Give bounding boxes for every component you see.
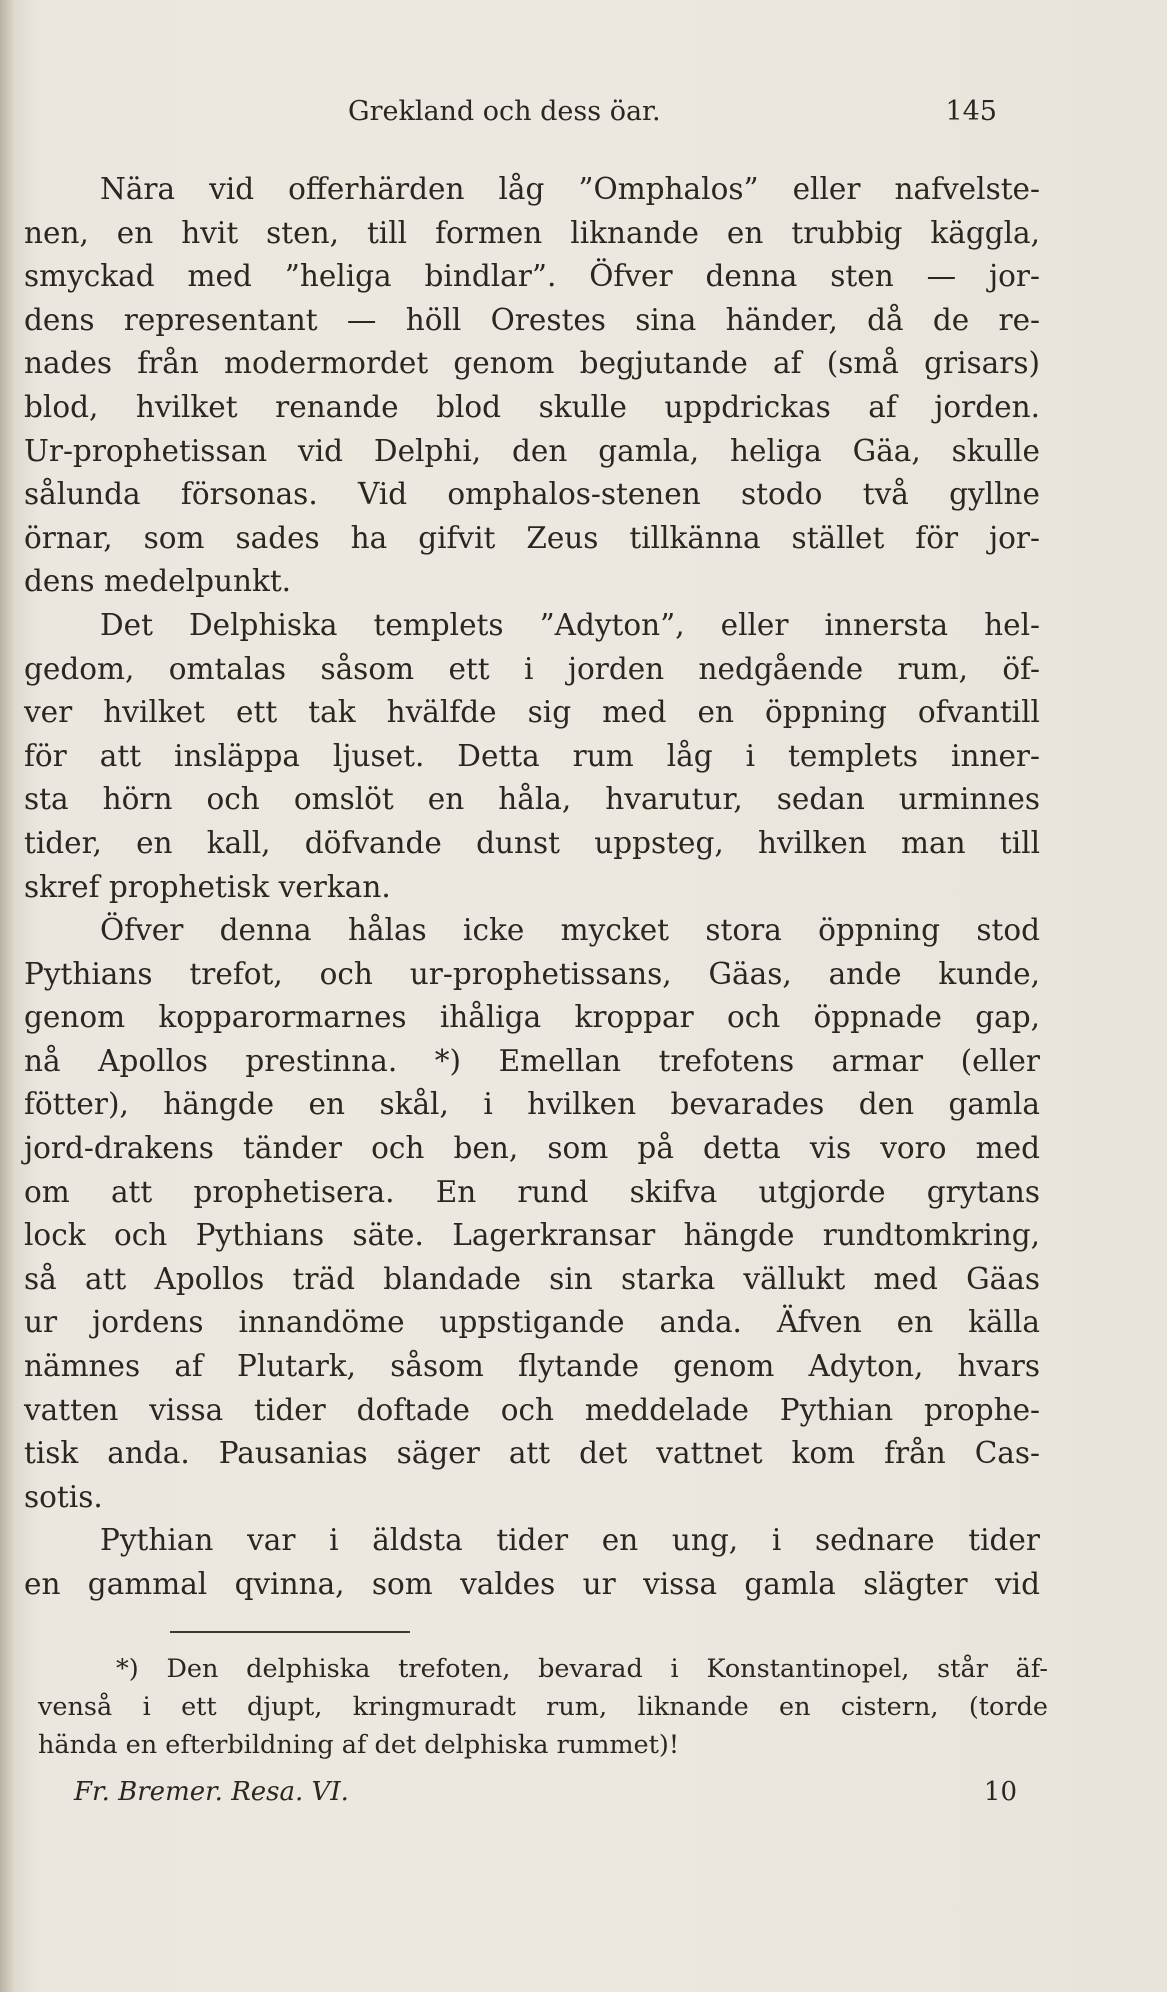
text-line: ur jordens innandöme uppstigande anda. Äfven en källa — [24, 1305, 1040, 1340]
text-line: Öfver denna hålas icke mycket stora öppning stod — [100, 913, 1040, 948]
footnote-line: hända en efterbildning af det delphiska rummet)! — [38, 1730, 680, 1760]
text-line: lock och Pythians säte. Lagerkransar hängde rundtomkring, — [24, 1218, 1040, 1253]
text-line: Nära vid offerhärden låg ”Omphalos” eller nafvelste- — [100, 172, 1040, 206]
paragraph-1 — [24, 168, 1040, 604]
text-line: nämnes af Plutark, såsom flytande genom Adyton, hvars — [24, 1349, 1040, 1384]
text-line: skref prophetisk verkan. — [24, 869, 391, 904]
paragraph-2 — [24, 604, 1040, 909]
text-line: blod, hvilket renande blod skulle uppdrickas af jorden. — [24, 389, 1040, 424]
text-line: jord-drakens tänder och ben, som på detta vis voro med — [24, 1131, 1040, 1166]
text-line: nades från modermordet genom begjutande af (små grisars) — [24, 346, 1040, 381]
text-line: nen, en hvit sten, till formen liknande en trubbig käggla, — [24, 215, 1040, 250]
text-line: sta hörn och omslöt en håla, hvarutur, sedan urminnes — [24, 782, 1040, 817]
text-line: ver hvilket ett tak hvälfde sig med en öppning ofvantill — [24, 695, 1040, 730]
text-line: en gammal qvinna, som valdes ur vissa gamla slägter vid — [24, 1567, 1040, 1601]
footnote — [38, 1650, 1048, 1764]
running-head-title: Grekland och dess öar. — [348, 96, 661, 127]
page-number: 145 — [945, 96, 997, 127]
running-head — [348, 96, 997, 136]
text-line: smyckad med ”heliga bindlar”. Öfver denna sten — jor- — [24, 259, 1040, 294]
text-line: dens representant — höll Orestes sina händer, då de re- — [24, 302, 1040, 337]
text-line: nå Apollos prestinna. *) Emellan trefotens armar (eller — [24, 1043, 1040, 1078]
text-line: Det Delphiska templets ”Adyton”, eller innersta hel- — [100, 607, 1040, 642]
footnote-line: *) Den delphiska trefoten, bevarad i Konstantinopel, står äf- — [116, 1654, 1048, 1684]
text-line: om att prophetisera. En rund skifva utgjorde grytans — [24, 1174, 1040, 1209]
text-line: genom kopparormarnes ihåliga kroppar och öppnade gap, — [24, 1000, 1040, 1035]
footnote-line: venså i ett djupt, kringmuradt rum, liknande en cistern, (torde — [38, 1692, 1048, 1722]
text-line: tisk anda. Pausanias säger att det vattnet kom från Cas- — [24, 1436, 1040, 1471]
text-line: sålunda försonas. Vid omphalos-stenen stodo två gyllne — [24, 477, 1040, 512]
text-line: för att insläppa ljuset. Detta rum låg i templets inner- — [24, 738, 1040, 773]
body-text — [24, 168, 1040, 1607]
text-line: Pythians trefot, och ur-prophetissans, Gäas, ande kunde, — [24, 956, 1040, 991]
text-line: fötter), hängde en skål, i hvilken bevarades den gamla — [24, 1087, 1040, 1122]
text-line: Pythian var i äldsta tider en ung, i sednare tider — [100, 1523, 1040, 1558]
text-line: gedom, omtalas såsom ett i jorden nedgående rum, öf- — [24, 651, 1040, 686]
signature-text: Fr. Bremer. Resa. VI. — [74, 1777, 349, 1807]
text-line: vatten vissa tider doftade och meddelade Pythian prophe- — [24, 1392, 1040, 1427]
text-line: örnar, som sades ha gifvit Zeus tillkänna stället för jor- — [24, 520, 1040, 555]
printer-signature — [74, 1777, 1017, 1817]
paragraph-3 — [24, 909, 1040, 1519]
text-line: tider, en kall, döfvande dunst uppsteg, hvilken man till — [24, 825, 1040, 860]
paragraph-4 — [24, 1519, 1040, 1606]
footnote-rule — [170, 1631, 410, 1633]
text-line: Ur-prophetissan vid Delphi, den gamla, heliga Gäa, skulle — [24, 433, 1040, 468]
text-line: sotis. — [24, 1479, 103, 1514]
page-spine-shadow — [0, 0, 14, 1992]
text-line: så att Apollos träd blandade sin starka vällukt med Gäas — [24, 1261, 1040, 1296]
signature-number: 10 — [983, 1777, 1017, 1807]
text-line: dens medelpunkt. — [24, 564, 292, 599]
